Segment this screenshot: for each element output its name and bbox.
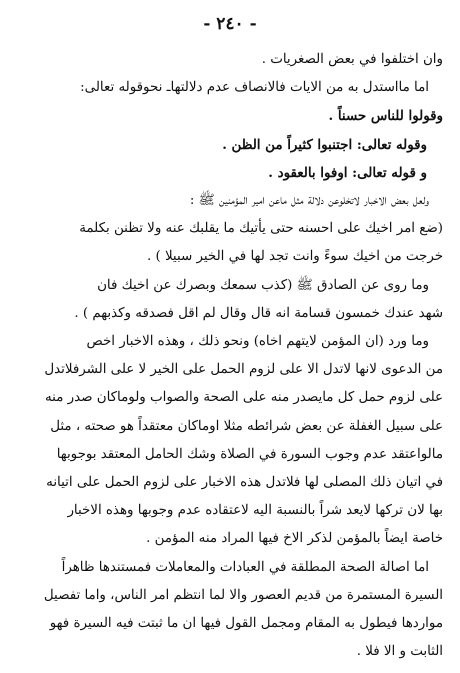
- text-line: الثابت و الا فلا .: [356, 644, 443, 660]
- text-line: على سبيل الغفلة عن بعض شرائطه مثلا اوماكان معتقداً هو صحته ، مثل: [50, 418, 443, 434]
- text-line: في اتيان ذلك المصلى لها فلاتدل هذه الاخبار على لزوم الحمل على اتيانه: [46, 475, 443, 491]
- page-number: - ٢٤٠ -: [203, 14, 257, 34]
- text-line: بها لان تركها لايعد شراً بالنسبة اليه لاعتقاده عدم وجوبها وهذه الاخبار: [67, 503, 443, 519]
- text-line: وان اختلفوا في بعض الصغريات .: [261, 52, 443, 67]
- text-line: مالواعتقد عدم وجوب السورة في الصلاة وشك الحامل المعتقد بوجوبها: [56, 446, 443, 462]
- text-line: مواردها فيطول به المقام ومجمل القول فيها ان ما ثبتت فيه السيرة فهو: [49, 616, 443, 632]
- page-body-text: [18, 46, 443, 666]
- text-line: على لزوم حمل كل مايصدر منه على الصحة والصواب ولوماكان صدر منه: [45, 390, 443, 406]
- text-line: شهد عندك خمسون قسامة انه قال وقال لم اقل فصدقه وكذبهم ) .: [74, 305, 443, 321]
- text-line: وما روى عن الصادق ﷺ (كذب سمعك وبصرك عن اخيك فان: [97, 277, 429, 293]
- text-line: ولعل بعض الاخبار لاتخلوعن دلالة مثل ماعن امير المؤمنين ﷺ :: [189, 193, 429, 209]
- text-line: من الدعوى لانها لاتدل الا على لزوم الحمل على الخير لا على الشرفلاتدل: [44, 362, 443, 378]
- text-line: (ضع امر اخيك على احسنه حتى يأتيك ما يقلبك عنه ولا تظنن بكلمة: [79, 221, 443, 237]
- text-line: وما ورد (ان المؤمن لايتهم اخاه) ونحو ذلك ، وهذه الاخبار اخص: [86, 334, 429, 350]
- text-line: اما اصالة الصحة المطلقة في العبادات والمعاملات فمستندها ظاهراً: [61, 559, 429, 575]
- text-line: وقوله تعالى: اجتنبوا كثيراً من الظن .: [222, 136, 427, 153]
- text-line: اما مااستدل به من الايات فالانصاف عدم دلالتهاـ نحوقوله تعالى:: [80, 80, 429, 96]
- text-line: وقولوا للناس حسناً .: [328, 108, 443, 125]
- text-line: و قوله تعالى: اوفوا بالعقود .: [268, 164, 427, 181]
- text-line: خاصة ايضاً بالمؤمن لذكر الاخ فيها المراد منه المؤمن .: [146, 531, 443, 547]
- text-line: السيرة المستمرة من قديم العصور والا لما انتظم امر الناس، واما تفصيل: [43, 587, 443, 603]
- text-line: خرجت من اخيك سوءً وانت تجد لها في الخير سبيلا ) .: [146, 249, 443, 265]
